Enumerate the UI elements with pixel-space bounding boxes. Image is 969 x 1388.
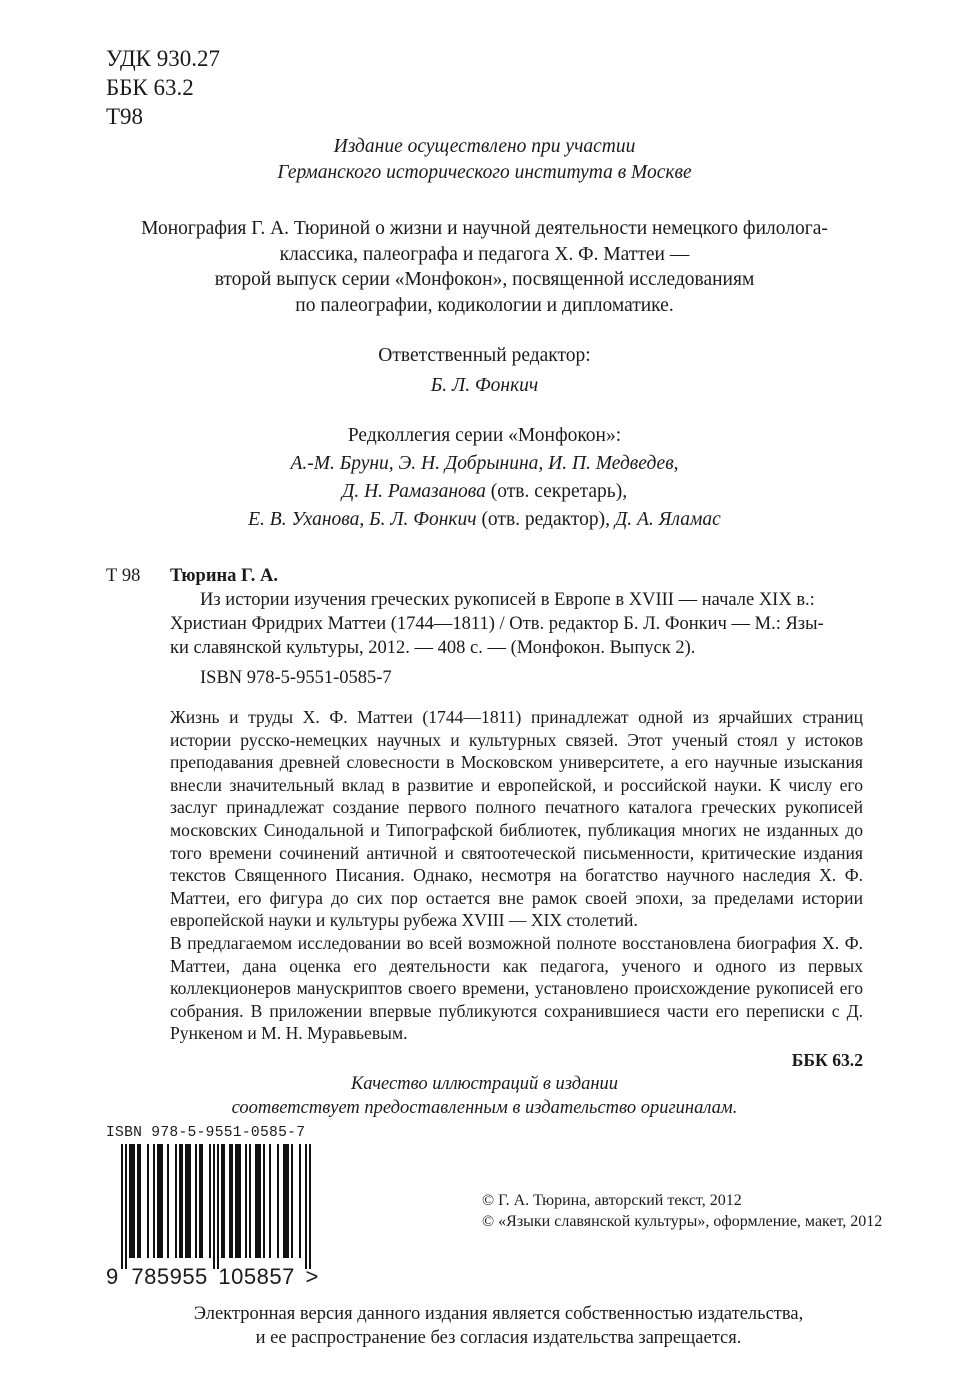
board-member: Е. В. Уханова, Б. Л. Фонкич: [248, 509, 477, 530]
barcode-bar: [213, 1144, 215, 1269]
barcode-bar: [187, 1144, 189, 1258]
catalog-line: ки славянской культуры, 2012. — 408 с. — (Монфокон. Выпуск 2).: [170, 638, 696, 658]
barcode-bar: [185, 1144, 187, 1258]
quality-note-line: Качество иллюстраций в издании: [350, 1074, 619, 1094]
board-member: Д. Н. Рамазанова: [341, 481, 486, 502]
publisher-note: [0, 134, 969, 185]
board-member: , Д. А. Яламас: [605, 509, 721, 530]
barcode-bar: [137, 1144, 139, 1258]
barcode-bar: [291, 1144, 293, 1258]
barcode-digit-group: 785955: [131, 1264, 208, 1289]
board-members-line: [0, 506, 969, 534]
barcode-bar: [235, 1144, 237, 1258]
electronic-version-notice: [14, 1302, 969, 1350]
catalog-isbn: ISBN 978-5-9551-0585-7: [200, 668, 392, 688]
catalog-index: Т 98: [106, 566, 141, 586]
footer-line: и ее распространение без согласия издательства запрещается.: [255, 1328, 742, 1348]
author-index-code: Т98: [106, 104, 144, 129]
barcode-bar: [189, 1144, 191, 1258]
barcode-bar: [175, 1144, 177, 1258]
catalog-line: Христиан Фридрих Маттеи (1744—1811) / Отв. редактор Б. Л. Фонкич — М.: Язы-: [170, 614, 824, 634]
barcode-bar: [237, 1144, 239, 1258]
description-line: Монография Г. А. Тюриной о жизни и научной деятельности немецкого филолога-: [141, 218, 828, 239]
annotation-bbk: ББК 63.2: [791, 1049, 863, 1070]
editorial-board: [0, 422, 969, 534]
barcode-bar: [269, 1144, 271, 1258]
description-line: второй выпуск серии «Монфокон», посвященной исследованиям: [214, 269, 755, 290]
catalog-entry: [170, 564, 863, 690]
barcode-bar: [121, 1144, 123, 1269]
quality-note-line: соответствует предоставленным в издательство оригиналам.: [231, 1098, 738, 1118]
classification-codes: [106, 44, 220, 131]
barcode-bar: [305, 1144, 307, 1269]
responsible-editor: [0, 341, 969, 401]
editor-name: Б. Л. Фонкич: [430, 375, 539, 396]
illustration-quality-note: [0, 1072, 969, 1120]
barcode-digit-group: 105857: [218, 1264, 295, 1289]
barcode-bar: [161, 1144, 163, 1258]
barcode-bar: [157, 1144, 159, 1258]
board-role: (отв. секретарь): [485, 481, 623, 502]
footer-line: Электронная версия данного издания является собственностью издательства,: [193, 1304, 804, 1324]
barcode-bar: [283, 1144, 285, 1258]
udk-code: УДК 930.27: [106, 46, 220, 71]
barcode-bar: [259, 1144, 261, 1258]
barcode-bar: [231, 1144, 233, 1258]
barcode-bar: [239, 1144, 241, 1258]
publisher-note-line: Издание осуществлено при участии: [333, 136, 636, 157]
barcode-bar: [159, 1144, 161, 1258]
barcode-bar: [263, 1144, 265, 1258]
barcode-bar: [167, 1144, 169, 1258]
board-punct: ,: [622, 481, 628, 502]
catalog-line: Из истории изучения греческих рукописей в Европе в XVIII — начале XIX в.:: [200, 590, 815, 610]
barcode-bar: [217, 1144, 219, 1269]
barcode-bar: [199, 1144, 201, 1258]
barcode-bar: [181, 1144, 183, 1258]
barcode-bar: [277, 1144, 279, 1258]
barcode-bar: [139, 1144, 141, 1258]
catalog-bibliography: [170, 588, 863, 612]
editor-label: Ответственный редактор:: [378, 345, 591, 366]
description-line: классика, палеографа и педагога Х. Ф. Маттеи —: [279, 243, 690, 265]
barcode-isbn-text: ISBN 978-5-9551-0585-7: [106, 1125, 306, 1141]
barcode-image: [121, 1144, 321, 1269]
barcode-bar: [153, 1144, 155, 1258]
barcode-bar: [221, 1144, 223, 1258]
barcode-bar: [133, 1144, 135, 1258]
barcode-bar: [147, 1144, 149, 1258]
board-label: Редколлегия серии «Монфокон»:: [347, 425, 622, 446]
barcode-bar: [257, 1144, 259, 1258]
barcode-bar: [195, 1144, 197, 1258]
copyright-line: © «Языки славянской культуры», оформление, макет, 2012: [482, 1213, 883, 1230]
barcode-bar: [287, 1144, 289, 1258]
barcode-bar: [129, 1144, 131, 1258]
catalog-author: Тюрина Г. А.: [170, 566, 278, 586]
barcode-bar: [255, 1144, 257, 1258]
annotation-paragraph: Жизнь и труды Х. Ф. Маттеи (1744—1811) принадлежат одной из ярчайших страниц истории русско-немецких научных и культурных связей. Этот ученый стоял у истоков преподавания древней словесности в Московском университете, а его научные изыскания внесли значительный вклад в развитие и европейской, и российской науки. К числу его заслуг принадлежат создание первого полного печатного каталога греческих рукописей московских Синодальной и Типографской библиотек, публикация многих не изданных до того времени сочинений античной и святоотеческой письменности, критические издания текстов Священного Писания. Однако, несмотря на богатство научного наследия Х. Ф. Маттеи, его фигура до сих пор остается вне рамок своей эпохи, за пределами истории европейской науки и культуры рубежа XVIII — XIX столетий.: [170, 707, 863, 931]
barcode-bar: [223, 1144, 225, 1258]
copyright-block: [482, 1190, 882, 1232]
barcode-bar: [309, 1144, 311, 1269]
barcode-bar: [131, 1144, 133, 1258]
barcode-first-digit: 9: [106, 1264, 119, 1289]
book-description: [0, 216, 969, 318]
barcode-bar: [179, 1144, 181, 1258]
barcode-bar: [285, 1144, 287, 1258]
barcode-bar: [229, 1144, 231, 1258]
barcode-bar: [209, 1144, 211, 1258]
publisher-note-line: Германского исторического института в Москве: [277, 161, 692, 183]
annotation-paragraph: В предлагаемом исследовании во всей возможной полноте восстановлена биография Х. Ф. Маттеи, дана оценка его деятельности как педагога, ученого и одного из первых коллекционеров манускриптов своего времени, установлено происхождение рукописей его собрания. В приложении впервые публикуются сохранившиеся части его переписки с Д. Рункеном и М. Н. Муравьевым.: [170, 932, 863, 1044]
barcode-end-mark: >: [305, 1264, 319, 1289]
description-line: по палеографии, кодикологии и дипломатике.: [295, 294, 674, 316]
barcode-digits: [106, 1264, 319, 1290]
barcode-bar: [249, 1144, 251, 1258]
barcode-bar: [125, 1144, 127, 1269]
board-role: (отв. редактор): [476, 509, 606, 530]
board-members-line: А.-М. Бруни, Э. Н. Добрынина, И. П. Медведев,: [290, 453, 679, 474]
barcode-bar: [245, 1144, 247, 1258]
annotation: [170, 706, 863, 1072]
barcode-bar: [201, 1144, 203, 1258]
board-members-line: [0, 478, 969, 506]
copyright-line: © Г. А. Тюрина, авторский текст, 2012: [482, 1192, 742, 1209]
barcode-bar: [299, 1144, 301, 1258]
bbk-code: ББК 63.2: [106, 75, 194, 100]
